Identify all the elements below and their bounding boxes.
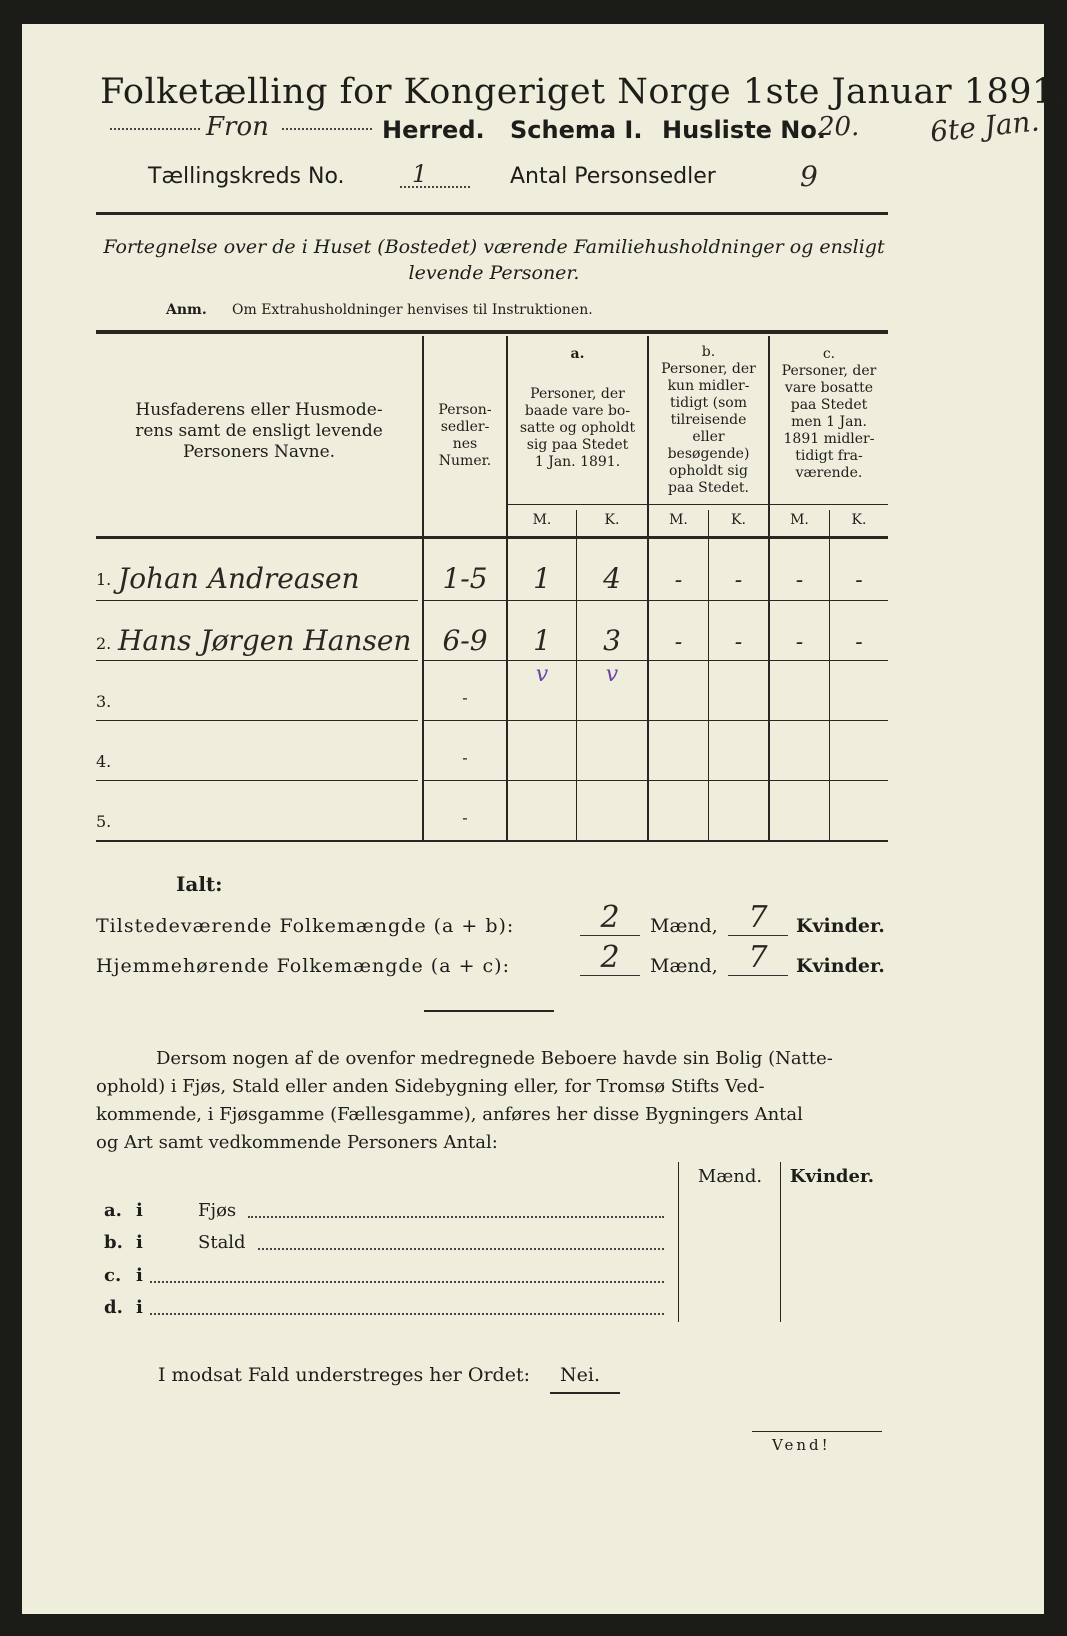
herred-label: Herred. [382, 116, 485, 144]
margin-date-note: 6te Jan. [928, 104, 1041, 149]
antal-label: Antal Personsedler [510, 164, 716, 189]
nei-underline [550, 1392, 620, 1394]
row-rule [96, 780, 418, 781]
anm-label: Anm. [166, 302, 207, 318]
schema-label: Schema I. [510, 116, 643, 144]
antal-value: 9 [800, 160, 818, 193]
row-rule [424, 720, 888, 721]
kreds-value: 1 [412, 160, 428, 188]
dotted-leader [400, 186, 470, 188]
col-divider [780, 1162, 781, 1322]
col-a-header: Personer, der baade vare bo- satte og opholdt sig paa Stedet 1 Jan. 1891. [519, 386, 636, 470]
tilstede-k: 7 [728, 900, 788, 936]
row-rule [96, 720, 418, 721]
col-a-letter: a. [570, 346, 585, 362]
kreds-label: Tællingskreds No. [148, 164, 345, 189]
tilstede-label: Tilstedeværende Folkemængde (a + b): [96, 915, 515, 937]
row-rule [96, 600, 418, 601]
dotted-leader [110, 128, 200, 130]
ck-header: K. [851, 512, 867, 528]
table-bottom-rule [96, 840, 888, 842]
row-rule [424, 660, 888, 661]
col-num-header: Person- sedler- nes Numer. [438, 402, 492, 469]
ialt-label: Ialt: [176, 872, 223, 896]
outbuildings-paragraph: Dersom nogen af de ovenfor medregnede Beboere havde sin Bolig (Natte- ophold) i Fjøs, Stald eller anden Sidebygning eller, for Tromsø Stifts Ved- kommende, i Fjøsgamme (Fællesgamme), anføres her disse Bygningers Antal og Art samt vedkommende Personers Antal: [96, 1048, 833, 1153]
col-name-header: Husfaderens eller Husmode- rens samt de ensligt levende Personers Navne. [135, 400, 383, 462]
mk-divider [829, 510, 830, 840]
husliste-value: 20. [818, 112, 860, 142]
form-title: Folketælling for Kongeriget Norge 1ste Januar 1891. [100, 72, 1067, 112]
check-mark: v [535, 662, 549, 687]
hjemme-k: 7 [728, 940, 788, 976]
check-mark: v [605, 662, 619, 687]
col-c-header: c. Personer, der vare bosatte paa Stedet men 1 Jan. 1891 midler- tidigt fra- værende. [781, 346, 877, 481]
modsat-text: I modsat Fald understreges her Ordet: [158, 1364, 530, 1386]
vend-rule [752, 1431, 882, 1432]
col-divider [678, 1162, 679, 1322]
dotted-leader [282, 128, 372, 130]
intro-line-1: Fortegnelse over de i Huset (Bostedet) værende Familiehusholdninger og ensligt [103, 236, 885, 258]
household-name: Hans Jørgen Hansen [118, 624, 412, 657]
outbuildings-maend-header: Mænd. [697, 1166, 763, 1187]
mk-divider [708, 510, 709, 840]
col-b-header: b. Personer, der kun midler- tidigt (som tilreisende eller besøgende) opholdt sig paa Stedet. [661, 344, 756, 496]
anm-text: Om Extrahusholdninger henvises til Instruktionen. [232, 302, 593, 318]
vend-text: Vend! [772, 1436, 831, 1454]
header-rule [96, 212, 626, 215]
table-top-rule [96, 330, 888, 334]
herred-value: Fron [206, 112, 269, 142]
row-rule [96, 660, 418, 661]
cm-header: M. [790, 512, 809, 528]
hjemme-label: Hjemmehørende Folkemængde (a + c): [96, 955, 510, 977]
intro-line-2: levende Personer. [408, 262, 580, 284]
row-rule [424, 780, 888, 781]
bk-header: K. [731, 512, 746, 528]
header-rule [626, 212, 888, 215]
husliste-label: Husliste No. [662, 116, 826, 144]
mk-rule [508, 504, 888, 505]
section-divider [424, 1010, 554, 1012]
bm-header: M. [669, 512, 688, 528]
outbuildings-kvinder-header: Kvinder. [789, 1166, 875, 1187]
nei-word: Nei. [560, 1364, 600, 1386]
ak-header: K. [604, 512, 620, 528]
tilstede-m: 2 [580, 900, 640, 936]
am-header: M. [532, 512, 552, 528]
hjemme-m: 2 [580, 940, 640, 976]
household-name: Johan Andreasen [118, 562, 360, 595]
row-rule [424, 600, 888, 601]
